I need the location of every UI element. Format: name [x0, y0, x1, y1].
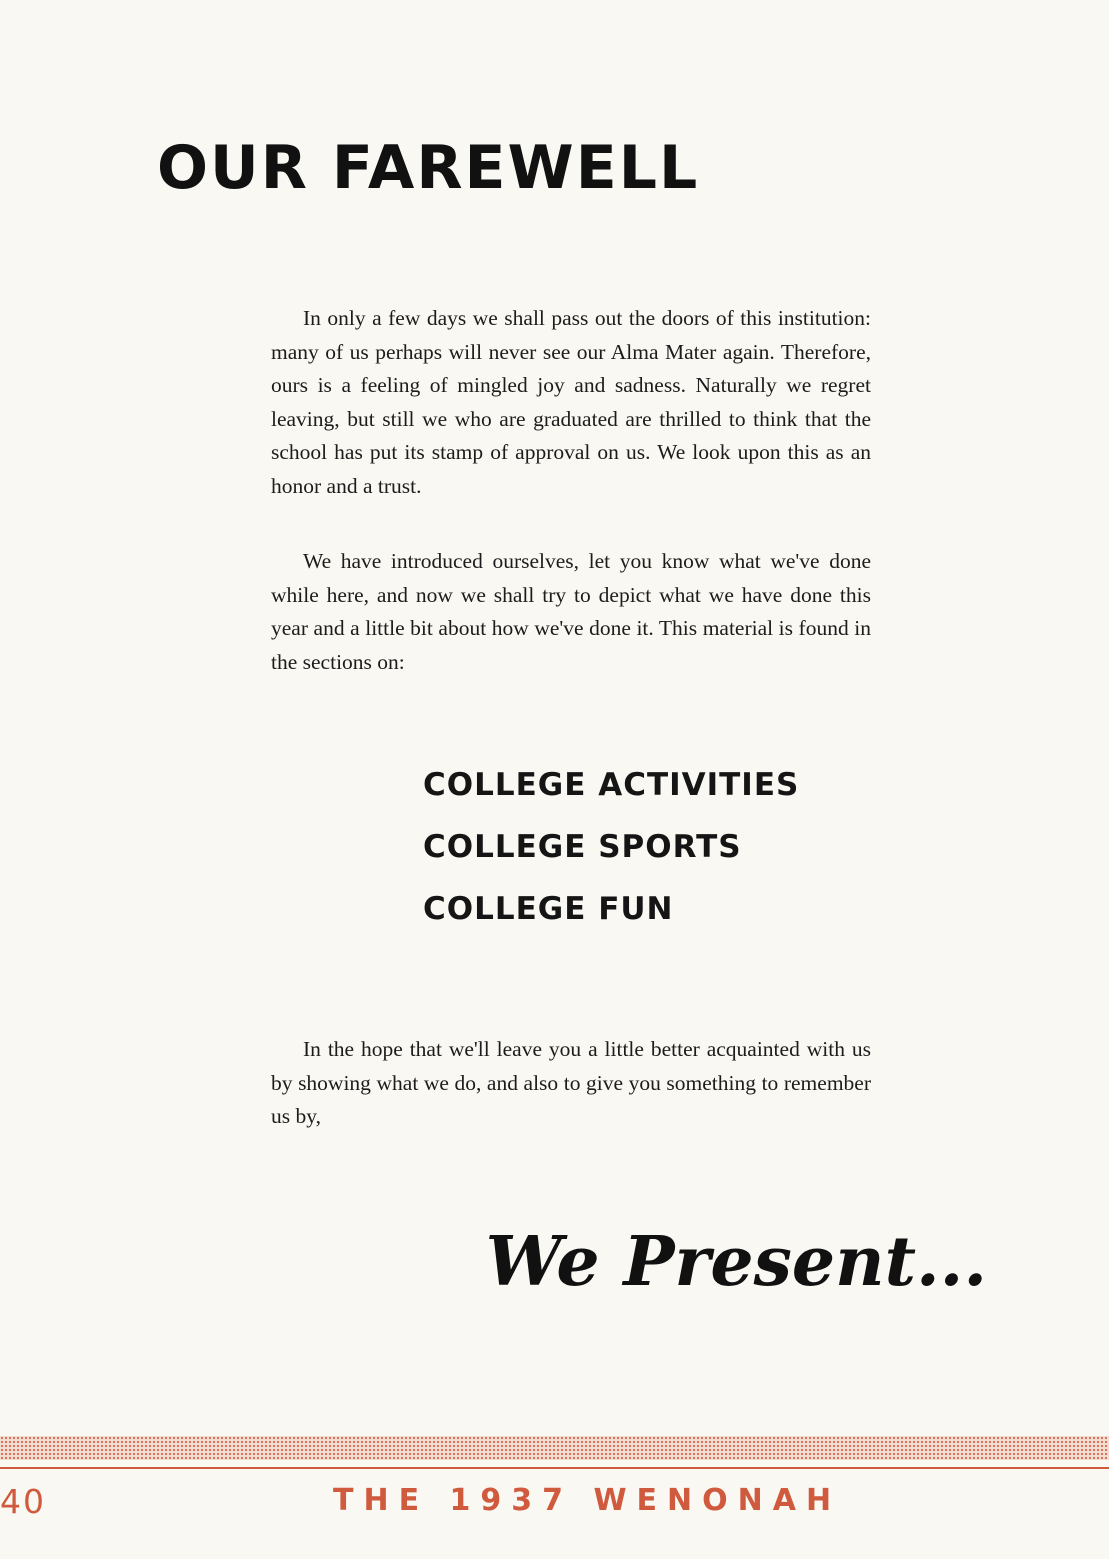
- sections-intro-paragraph: We have introduced ourselves, let you know what we've done while here, and now we shall try to depict what we have done this year and a little bit about how we've done it. This material is found in the sections on:: [271, 549, 871, 674]
- section-item-sports: COLLEGE SPORTS: [423, 829, 742, 865]
- section-item-fun: COLLEGE FUN: [423, 891, 674, 927]
- intro-paragraph: In only a few days we shall pass out the doors of this institution: many of us perhaps will never see our Alma Mater again. Therefore, ours is a feeling of mingled joy and sadness. Naturally we regret leaving, but still we who are graduated are thrilled to think that the school has put its stamp of approval on us. We look upon this as an honor and a trust.: [271, 306, 871, 498]
- footer-publication-title: THE 1937 WENONAH: [333, 1483, 842, 1518]
- footer-dotted-band: [0, 1436, 1109, 1460]
- footer-rule: [0, 1467, 1109, 1469]
- section-list: [423, 767, 800, 956]
- page-number: 40: [0, 1482, 46, 1521]
- page-title: OUR FAREWELL: [157, 133, 700, 203]
- we-present-heading: We Present...: [485, 1222, 987, 1302]
- closing-paragraph: In the hope that we'll leave you a little better acquainted with us by showing what we do, and also to give you something to remember us by,: [271, 1037, 871, 1128]
- section-item-activities: COLLEGE ACTIVITIES: [423, 767, 800, 803]
